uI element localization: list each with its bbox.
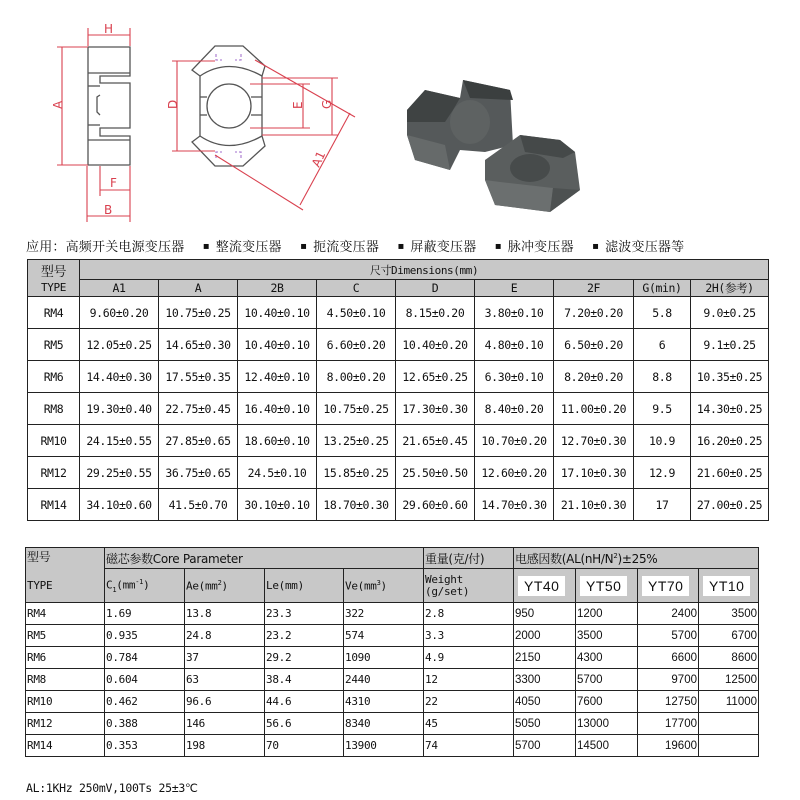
dim-label-a: A [51,100,65,109]
weight-cell: 12 [424,669,514,691]
type-cell: RM10 [28,425,80,457]
dimension-cell: 3.80±0.10 [475,297,554,329]
dimension-cell: 29.60±0.60 [396,489,475,521]
ae-base: Ae [186,579,199,593]
al-value-cell: 3500 [576,625,638,647]
application-item: 整流变压器 [215,240,282,255]
c1-base: C [106,578,113,592]
dim-label-h: H [104,22,114,36]
ae-cell: 96.6 [185,691,265,713]
c1-cell: 0.784 [105,647,185,669]
ve-cell: 2440 [344,669,424,691]
ve-cell: 8340 [344,713,424,735]
type-cell: RM4 [28,297,80,329]
al-value-cell: 2150 [514,647,576,669]
dimension-cell: 21.65±0.45 [396,425,475,457]
dimension-cell: 12.65±0.25 [396,361,475,393]
bullet-icon: ▪ [202,241,210,252]
al-title-sup: 2 [613,551,618,560]
column-header-weight [424,569,514,603]
ve-cell: 1090 [344,647,424,669]
dimension-cell: 14.70±0.30 [475,489,554,521]
table-row [26,691,759,713]
column-header-material [699,569,759,603]
dimension-cell: 6.30±0.10 [475,361,554,393]
weight-line1: Weight [425,572,463,586]
dimension-cell: 12.9 [634,457,691,489]
dimension-cell: 34.10±0.60 [80,489,159,521]
table-row [28,329,769,361]
type-cell: RM8 [28,393,80,425]
al-value-cell: 5700 [638,625,699,647]
dimension-cell: 27.85±0.65 [159,425,238,457]
ae-unit-close: ) [221,579,228,593]
core-parameter-table [25,547,759,757]
ve-cell: 4310 [344,691,424,713]
ve-unit: (mm [357,579,377,593]
dimension-cell: 36.75±0.65 [159,457,238,489]
al-value-cell: 14500 [576,735,638,757]
type-cell: RM5 [26,625,105,647]
c1-cell: 0.462 [105,691,185,713]
al-value-cell: 5050 [514,713,576,735]
weight-line2: (g/set) [425,584,470,598]
dimension-cell: 8.15±0.20 [396,297,475,329]
weight-cell: 22 [424,691,514,713]
ae-cell: 146 [185,713,265,735]
table-row [28,425,769,457]
ve-cell: 13900 [344,735,424,757]
al-value-cell: 13000 [576,713,638,735]
c1-unit: (mm [116,578,136,592]
dimension-cell: 8.8 [634,361,691,393]
dimension-cell: 10.40±0.20 [396,329,475,361]
c1-sub: 1 [112,585,117,594]
type-cell: RM12 [28,457,80,489]
column-header-c1 [105,569,185,603]
dimension-cell: 9.0±0.25 [691,297,769,329]
ae-cell: 198 [185,735,265,757]
table-row [26,713,759,735]
c1-cell: 0.353 [105,735,185,757]
application-prefix: 应用：高频开关电源变压器 [26,240,185,255]
table-row [26,647,759,669]
dimension-cell: 17.55±0.35 [159,361,238,393]
dim-label-d: D [166,99,180,109]
c1-cell: 0.604 [105,669,185,691]
ve-unit-close: ) [380,579,387,593]
column-header-material [638,569,699,603]
core-parameter-title: 磁芯参数Core Parameter [105,548,424,569]
column-header: E [475,280,554,297]
dimension-cell: 21.60±0.25 [691,457,769,489]
al-value-cell: 5700 [514,735,576,757]
dim-label-g: G [320,99,334,109]
dimension-cell: 10.40±0.10 [238,329,317,361]
al-value-cell: 4050 [514,691,576,713]
al-title-text: 电感因数(AL(nH/N [515,551,614,566]
ve-base: Ve [345,579,358,593]
dimension-cell: 4.50±0.10 [317,297,396,329]
bullet-icon: ▪ [300,241,308,252]
ae-cell: 63 [185,669,265,691]
dimension-cell: 9.5 [634,393,691,425]
application-item: 扼流变压器 [313,240,380,255]
type-cell: RM5 [28,329,80,361]
al-value-cell: 7600 [576,691,638,713]
al-value-cell: 1200 [576,603,638,625]
dimension-cell: 16.20±0.25 [691,425,769,457]
al-value-cell: 950 [514,603,576,625]
al-value-cell: 3500 [699,603,759,625]
type-cell: RM6 [26,647,105,669]
column-header: A [159,280,238,297]
weight-cell: 2.8 [424,603,514,625]
dimension-cell: 5.8 [634,297,691,329]
al-value-cell: 2400 [638,603,699,625]
weight-cell: 4.9 [424,647,514,669]
dimension-cell: 14.65±0.30 [159,329,238,361]
dimension-cell: 10.40±0.10 [238,297,317,329]
dimension-cell: 4.80±0.10 [475,329,554,361]
weight-title: 重量(克/付) [424,548,514,569]
dimension-cell: 10.35±0.25 [691,361,769,393]
ae-cell: 13.8 [185,603,265,625]
material-label: YT10 [703,576,750,596]
dimension-cell: 24.5±0.10 [238,457,317,489]
type-cell: RM10 [26,691,105,713]
application-item: 屏蔽变压器 [410,240,477,255]
al-title [514,548,759,569]
al-value-cell [699,735,759,757]
column-header: 2F [554,280,634,297]
dimension-cell: 13.25±0.25 [317,425,396,457]
column-header-ve [344,569,424,603]
type-header-en: TYPE [26,569,105,603]
column-header-le: Le(mm) [265,569,344,603]
al-value-cell: 8600 [699,647,759,669]
column-header: 2H(参考) [691,280,769,297]
dimension-cell: 12.70±0.30 [554,425,634,457]
dimension-cell: 17.10±0.30 [554,457,634,489]
dimension-cell: 30.10±0.10 [238,489,317,521]
al-value-cell: 5700 [576,669,638,691]
dimension-cell: 25.50±0.50 [396,457,475,489]
al-value-cell: 19600 [638,735,699,757]
al-value-cell: 6600 [638,647,699,669]
dimension-cell: 15.85±0.25 [317,457,396,489]
al-value-cell: 3300 [514,669,576,691]
c1-unit-close: ) [143,578,150,592]
le-cell: 29.2 [265,647,344,669]
table-row [26,735,759,757]
weight-cell: 45 [424,713,514,735]
c1-cell: 0.388 [105,713,185,735]
ae-sup: 2 [217,578,222,587]
le-cell: 70 [265,735,344,757]
dimension-cell: 12.60±0.20 [475,457,554,489]
measurement-footnote: AL:1KHz 250mV,100Ts 25±3℃ [26,781,198,795]
le-cell: 23.2 [265,625,344,647]
bullet-icon: ▪ [397,241,405,252]
type-header-cn: 型号 [28,260,80,280]
weight-cell: 74 [424,735,514,757]
column-header: 2B [238,280,317,297]
dimension-cell: 17 [634,489,691,521]
al-value-cell: 11000 [699,691,759,713]
type-cell: RM8 [26,669,105,691]
dimension-cell: 16.40±0.10 [238,393,317,425]
dimension-cell: 9.1±0.25 [691,329,769,361]
dimension-cell: 14.30±0.25 [691,393,769,425]
al-value-cell: 12750 [638,691,699,713]
bullet-icon: ▪ [494,241,502,252]
column-header-ae [185,569,265,603]
dimensions-table [27,259,769,521]
type-header-en: TYPE [28,280,80,297]
dimension-cell: 12.05±0.25 [80,329,159,361]
dimension-cell: 27.00±0.25 [691,489,769,521]
dim-label-a1: A1 [308,148,329,170]
table-row [26,669,759,691]
dimension-cell: 10.75±0.25 [159,297,238,329]
c1-cell: 0.935 [105,625,185,647]
table-row [28,361,769,393]
column-header: D [396,280,475,297]
dimensions-title: 尺寸Dimensions(mm) [80,260,769,280]
column-header-material [514,569,576,603]
dimension-cell: 6.60±0.20 [317,329,396,361]
type-cell: RM4 [26,603,105,625]
weight-cell: 3.3 [424,625,514,647]
column-header-material [576,569,638,603]
le-cell: 38.4 [265,669,344,691]
dimension-cell: 8.20±0.20 [554,361,634,393]
dimension-cell: 17.30±0.30 [396,393,475,425]
ve-sup: 3 [376,578,381,587]
table-row [28,489,769,521]
column-header: A1 [80,280,159,297]
ve-cell: 322 [344,603,424,625]
ae-cell: 37 [185,647,265,669]
dim-label-b: B [104,203,113,217]
application-line [26,236,684,255]
table-row [28,457,769,489]
type-cell: RM12 [26,713,105,735]
rm-core-dimension-drawing [0,0,400,230]
le-cell: 56.6 [265,713,344,735]
al-value-cell: 9700 [638,669,699,691]
al-title-tolerance: )±25% [617,551,658,566]
material-label: YT50 [580,576,627,596]
dimension-cell: 18.70±0.30 [317,489,396,521]
dimension-cell: 29.25±0.55 [80,457,159,489]
ae-unit: (mm [198,579,218,593]
le-cell: 44.6 [265,691,344,713]
application-item: 脉冲变压器 [507,240,574,255]
dimension-cell: 7.20±0.20 [554,297,634,329]
dim-label-e: E [291,101,305,109]
c1-cell: 1.69 [105,603,185,625]
dim-label-f: F [110,176,117,190]
dimension-cell: 24.15±0.55 [80,425,159,457]
dimension-cell: 6.50±0.20 [554,329,634,361]
dimension-cell: 21.10±0.30 [554,489,634,521]
dimension-cell: 19.30±0.40 [80,393,159,425]
dimension-cell: 8.40±0.20 [475,393,554,425]
table-row [26,603,759,625]
column-header: G(min) [634,280,691,297]
dimension-cell: 6 [634,329,691,361]
application-item: 滤波变压器等 [605,240,685,255]
c1-sup: -1 [135,577,144,586]
dimension-cell: 14.40±0.30 [80,361,159,393]
type-header-cn: 型号 [26,548,105,569]
material-label: YT70 [642,576,689,596]
ae-cell: 24.8 [185,625,265,647]
dimension-cell: 10.9 [634,425,691,457]
al-value-cell: 2000 [514,625,576,647]
al-value-cell: 12500 [699,669,759,691]
dimension-cell: 9.60±0.20 [80,297,159,329]
al-value-cell: 17700 [638,713,699,735]
dimension-cell: 41.5±0.70 [159,489,238,521]
column-header: C [317,280,396,297]
ve-cell: 574 [344,625,424,647]
al-value-cell: 6700 [699,625,759,647]
table-row [26,625,759,647]
al-value-cell [699,713,759,735]
dimension-cell: 8.00±0.20 [317,361,396,393]
bullet-icon: ▪ [592,241,600,252]
dimension-cell: 11.00±0.20 [554,393,634,425]
le-cell: 23.3 [265,603,344,625]
material-label: YT40 [518,576,565,596]
dimension-cell: 22.75±0.45 [159,393,238,425]
table-row [28,393,769,425]
dimension-cell: 10.75±0.25 [317,393,396,425]
type-cell: RM14 [26,735,105,757]
rm-core-photo [385,40,595,220]
dimension-cell: 10.70±0.20 [475,425,554,457]
dimension-cell: 18.60±0.10 [238,425,317,457]
type-cell: RM6 [28,361,80,393]
type-cell: RM14 [28,489,80,521]
dimension-cell: 12.40±0.10 [238,361,317,393]
al-value-cell: 4300 [576,647,638,669]
table-row [28,297,769,329]
